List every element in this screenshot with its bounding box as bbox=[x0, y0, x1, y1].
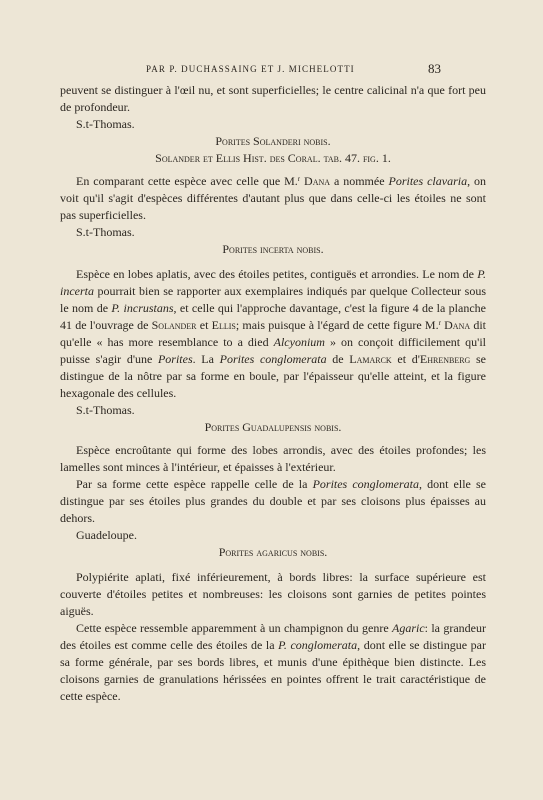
species-name: Porites conglomerata bbox=[219, 352, 327, 366]
text-run: Cette espèce ressemble apparemment à un champignon du genre bbox=[76, 621, 392, 635]
author-name: Ellis bbox=[211, 318, 236, 332]
locality-1: S.t-Thomas. bbox=[76, 117, 135, 131]
superscript: r bbox=[438, 319, 441, 327]
text-run: , dont elle se distingue par ses étoiles plus grandes du double et par ses cloisons plus épaisses au dehors. bbox=[60, 477, 486, 525]
text-run: » on conçoit difficilement qu'il puisse s'agir d'une bbox=[60, 335, 486, 366]
text-run: , on voit qu'il s'agit d'espèces différentes d'autant plus que dans celle-ci les étoiles ne sont pas superficielles. bbox=[60, 174, 487, 222]
species-name: Porites clavaria bbox=[388, 174, 468, 188]
superscript: r bbox=[297, 175, 301, 183]
author-name: Dana bbox=[304, 174, 331, 188]
text-run: a nommée bbox=[330, 174, 389, 188]
text-run: Espèce en lobes aplatis, avec des étoiles petites, contiguës et arrondies. Le nom de bbox=[76, 267, 478, 281]
species-heading-solanderi: Porites Solanderi nobis. bbox=[215, 134, 331, 148]
author-name: Lamarck bbox=[349, 352, 392, 366]
text-run: de bbox=[326, 352, 350, 366]
species-name: Porites bbox=[157, 352, 193, 366]
page-header bbox=[0, 61, 543, 78]
author-name: Dana bbox=[444, 318, 471, 332]
species-name: Porites conglomerata bbox=[312, 477, 419, 491]
paragraph-4: Espèce encroûtante qui forme des lobes arrondis, avec des étoiles profondes; les lamelles sont minces à l'intérieur, et épaisses à l'extérieur. bbox=[60, 443, 486, 474]
paragraph-1: peuvent se distinguer à l'œil nu, et sont superficielles; le centre calicinal n'a que fort peu de profondeur. bbox=[60, 83, 486, 114]
text-run: pourrait bien se rapporter aux exemplaires indiqués par quelque Collecteur sous le nom de bbox=[60, 284, 486, 315]
species-name: P. incerta bbox=[60, 267, 486, 298]
locality-3: S.t-Thomas. bbox=[76, 403, 135, 417]
genus-name: Agaric bbox=[392, 621, 425, 635]
text-run: , et celle qui l'approche davantage, c'est la figure 4 de la planche 41 de l'ouvrage de bbox=[60, 301, 486, 332]
paragraph-3 bbox=[60, 266, 486, 402]
text-run: Par sa forme cette espèce rappelle celle de la bbox=[76, 477, 313, 491]
text-run: ; mais puisque à l'égard de cette figure M. bbox=[235, 318, 439, 332]
species-heading-incerta: Porites incerta nobis. bbox=[222, 242, 324, 256]
species-heading-agaricus: Porites agaricus nobis. bbox=[218, 545, 328, 559]
text-run: se distingue de la nôtre par sa forme en boule, par l'épaisseur qu'elle atteint, et la figure hexagonale des cellules. bbox=[60, 352, 486, 400]
species-heading-guadalupensis: Porites Guadalupensis nobis. bbox=[204, 420, 342, 434]
running-title: PAR P. DUCHASSAING ET J. MICHELOTTI bbox=[146, 64, 355, 74]
page-number: 83 bbox=[428, 61, 441, 76]
text-run: , dont elle se distingue par sa forme générale, par ses bords libres, et munis d'une épithèque bien distincte. Les cloisons garnies de granulations hérissées en pointes offrent le trait caractéristique de cette espèce. bbox=[60, 638, 486, 703]
author-name: Ehrenberg bbox=[419, 352, 471, 366]
paragraph-6: Polypiérite aplati, fixé inférieurement, à bords libres: la surface supérieure est couverte d'étoiles petites et nombreuses: les cloisons sont garnies de petites pointes aiguës. bbox=[60, 570, 486, 618]
text-run: et d' bbox=[391, 352, 420, 366]
locality-4: Guadeloupe. bbox=[76, 528, 137, 542]
text-run: dit qu'elle « has more resemblance to a died bbox=[60, 318, 487, 349]
paragraph-7 bbox=[60, 620, 486, 705]
text-run: : la grandeur des étoiles est comme celle des étoiles de la bbox=[60, 621, 487, 652]
text-run: En comparant cette espèce avec celle que M. bbox=[76, 174, 298, 188]
species-name: Alcyonium bbox=[273, 335, 325, 349]
text-run: et bbox=[196, 318, 212, 332]
author-name: Solander bbox=[151, 318, 197, 332]
text-run: . La bbox=[192, 352, 220, 366]
species-name: P. conglomerata bbox=[278, 638, 358, 652]
paragraph-5 bbox=[60, 476, 486, 527]
species-name: P. incrustans bbox=[111, 301, 174, 315]
page-body bbox=[60, 82, 486, 705]
species-reference-solanderi: Solander et Ellis Hist. des Coral. tab. 47. fig. 1. bbox=[155, 151, 391, 165]
paragraph-2 bbox=[60, 173, 486, 224]
locality-2: S.t-Thomas. bbox=[76, 225, 135, 239]
